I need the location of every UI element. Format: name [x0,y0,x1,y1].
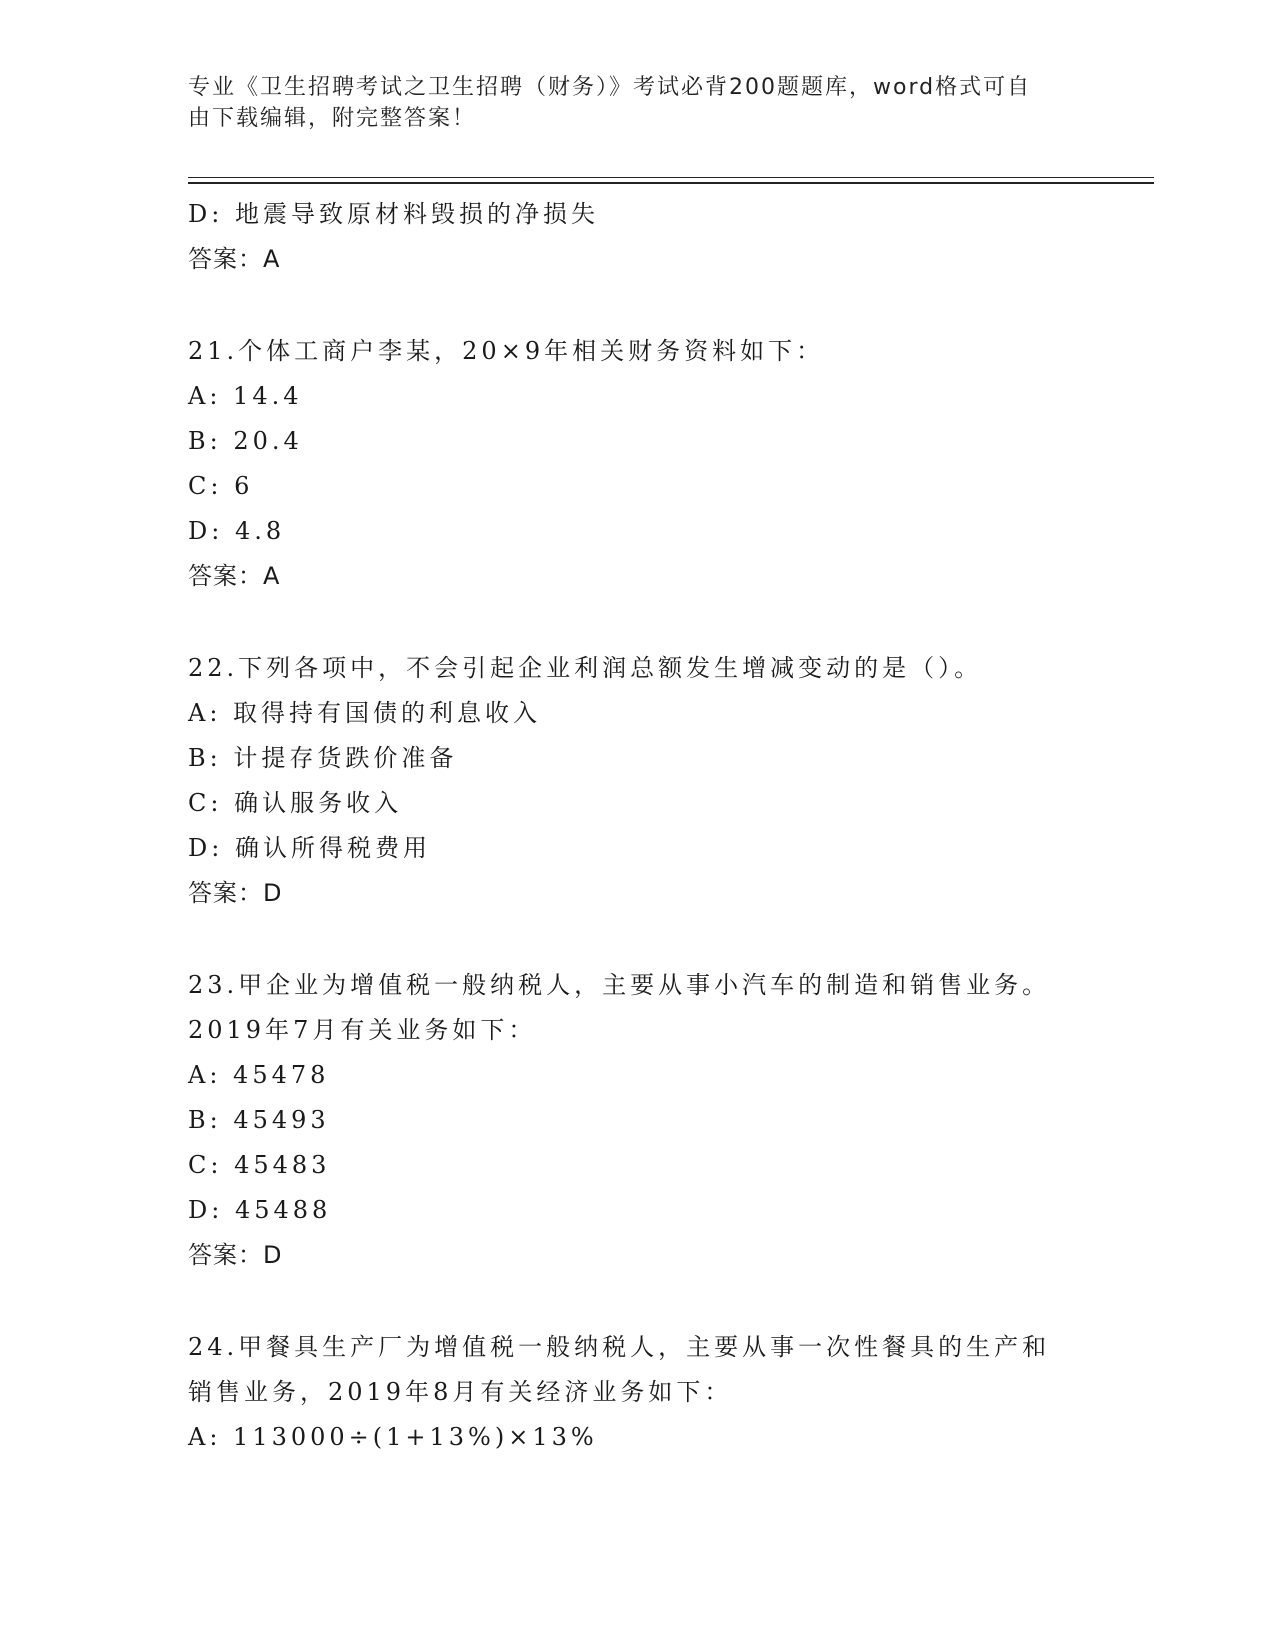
question-block [188,192,1088,282]
answer-line: 答案：A [188,245,281,273]
option-line: C: 45483 [188,1151,331,1179]
block-spacer [188,1278,1088,1325]
option-line: D: 确认所得税费用 [188,834,431,862]
option-line: C: 确认服务收入 [188,789,403,817]
option-line: A: 113000÷(1+13%)×13% [188,1423,598,1451]
header-line-2: 由下载编辑，附完整答案！ [188,106,477,131]
question-text: 22.下列各项中，不会引起企业利润总额发生增减变动的是（）。 [188,654,983,682]
answer-line: 答案：D [188,1241,283,1269]
option-line: D: 地震导致原材料毁损的净损失 [188,200,599,228]
question-text: 2019年7月有关业务如下： [188,1016,537,1044]
question-text: 24.甲餐具生产厂为增值税一般纳税人，主要从事一次性餐具的生产和 [188,1333,1051,1361]
question-block [188,963,1088,1278]
block-spacer [188,282,1088,329]
answer-line: 答案：D [188,879,283,907]
question-list [188,192,1088,1460]
question-text: 销售业务，2019年8月有关经济业务如下： [188,1378,733,1406]
header-divider-thin [188,177,1154,178]
question-block [188,646,1088,916]
document-header [188,72,1068,134]
option-line: D: 45488 [188,1196,332,1224]
option-line: B: 计提存货跌价准备 [188,744,458,772]
option-line: B: 20.4 [188,427,303,455]
question-text: 23.甲企业为增值税一般纳税人，主要从事小汽车的制造和销售业务。 [188,971,1051,999]
option-line: D: 4.8 [188,517,286,545]
option-line: B: 45493 [188,1106,330,1134]
option-line: C: 6 [188,472,254,500]
option-line: A: 14.4 [188,382,303,410]
option-line: A: 45478 [188,1061,330,1089]
option-line: A: 取得持有国债的利息收入 [188,699,542,727]
question-text: 21.个体工商户李某，20×9年相关财务资料如下： [188,337,825,365]
question-block [188,329,1088,599]
header-line-1: 专业《卫生招聘考试之卫生招聘（财务）》考试必背200题题库，word格式可自 [188,75,1032,100]
answer-line: 答案：A [188,562,281,590]
question-block [188,1325,1088,1460]
header-divider-thick [188,182,1154,184]
block-spacer [188,599,1088,646]
block-spacer [188,916,1088,963]
